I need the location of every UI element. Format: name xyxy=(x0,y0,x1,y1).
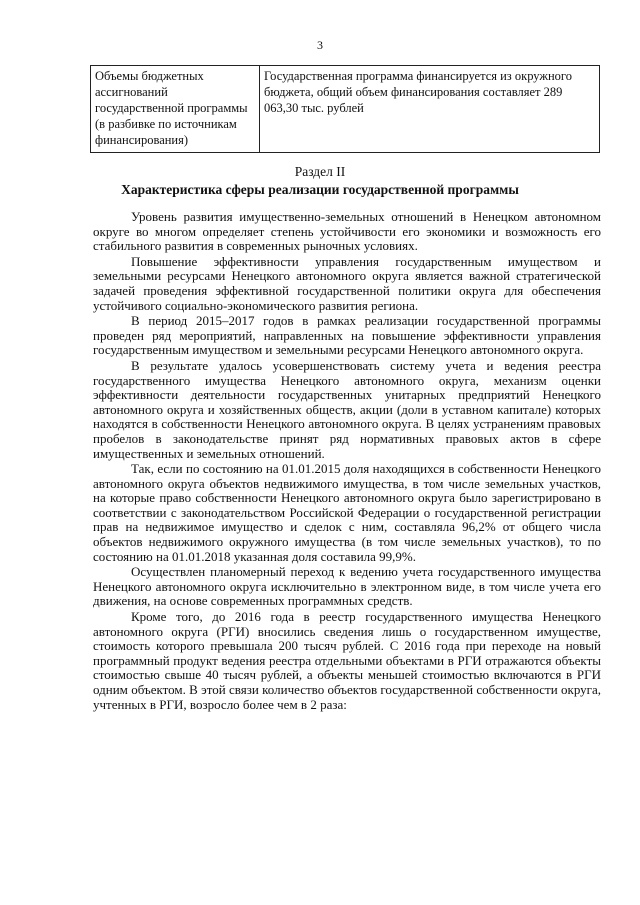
paragraph: Повышение эффективности управления государственным имуществом и земельными ресурсами Ненецкого автономного округа является важной стратегической задачей проведения эффективной государственной политики округа для обеспечения устойчивого социально-экономического развития региона. xyxy=(93,253,601,313)
page-number: 3 xyxy=(317,38,323,52)
section-number: Раздел II xyxy=(294,164,346,179)
program-info-table xyxy=(90,65,600,153)
paragraph: В период 2015–2017 годов в рамках реализации государственной программы проведен ряд мероприятий, направленных на повышение эффективности управления государственным имуществом и земельными ресурсами Ненецкого автономного округа. xyxy=(93,313,601,358)
paragraph: Уровень развития имущественно-земельных отношений в Ненецком автономном округе во многом определяет степень устойчивости его экономики и возможность его стабильного развития в современных рыночных условиях. xyxy=(93,209,601,254)
body-text xyxy=(93,210,601,713)
table-row xyxy=(91,66,600,153)
paragraph: Кроме того, до 2016 года в реестр государственного имущества Ненецкого автономного округа (РГИ) вносились сведения лишь о государственном имуществе, стоимость которого превышала 200 тысяч рублей. С 2016 года при переходе на новый программный продукт ведения реестра отдельными объектами в РГИ отражаются объекты стоимостью свыше 40 тысяч рублей, а объекты меньшей стоимостью включаются в РГИ одним объектом. В этой связи количество объектов государственной собственности округа, учтенных в РГИ, возросло более чем в 2 раза: xyxy=(93,609,601,712)
section-heading: Характеристика сферы реализации государственной программы xyxy=(121,182,519,197)
paragraph: В результате удалось усовершенствовать систему учета и ведения реестра государственного имущества Ненецкого автономного округа, механизм оценки эффективности деятельности государственных унитарных предприятий Ненецкого автономного округа и хозяйственных обществ, акции (доли в уставном капитале) которых находятся в собственности Ненецкого автономного округа. В целях устранениям правовых пробелов в законодательстве принят ряд нормативных правовых актов в сфере имущественных и земельных отношений. xyxy=(93,357,601,461)
paragraph: Так, если по состоянию на 01.01.2015 доля находящихся в собственности Ненецкого автономного округа объектов недвижимого имущества, в том числе земельных участков, на которые право собственности Ненецкого автономного округа было зарегистрировано в соответствии с законодательством Российской Федерации о государственной регистрации прав на недвижимое имущество и сделок с ним, составляла 96,2% от общего числа объектов недвижимого окружного имущества (в том числе земельных участков), то по состоянию на 01.01.2018 указанная доля составила 99,9%. xyxy=(93,461,601,564)
table-value-cell: Государственная программа финансируется из окружного бюджета, общий объем финансирования составляет 289 063,30 тыс. рублей xyxy=(260,66,600,153)
table-label-cell: Объемы бюджетных ассигнований государственной программы (в разбивке по источникам финансирования) xyxy=(91,66,260,153)
paragraph: Осуществлен планомерный переход к ведению учета государственного имущества Ненецкого автономного округа исключительно в электронном виде, в том числе учета его движения, на основе современных программных средств. xyxy=(93,564,601,609)
